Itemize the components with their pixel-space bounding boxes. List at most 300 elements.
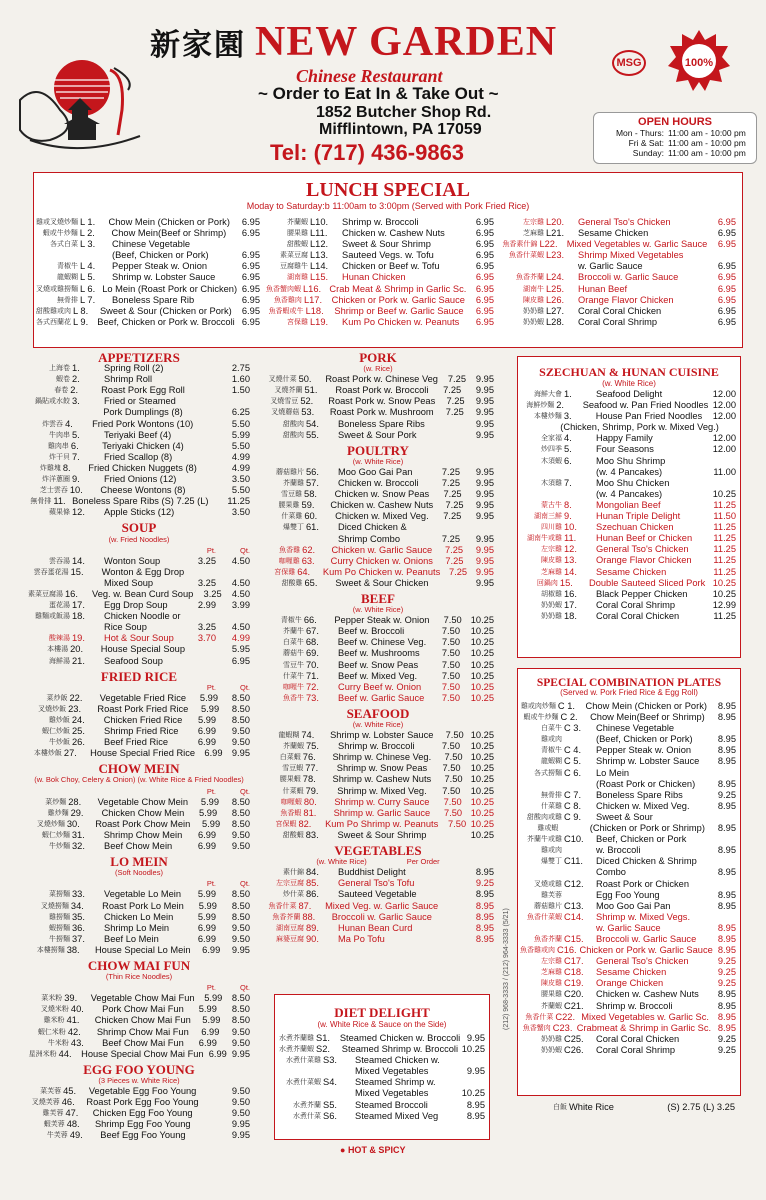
- item-name: (Beef, Chicken or Pork): [596, 734, 693, 745]
- item-number: C 8.: [564, 800, 582, 811]
- item-price: 6.95: [241, 305, 260, 316]
- item-number: 60.: [304, 511, 318, 522]
- item-price-pt: 7.50: [448, 818, 467, 829]
- item-cn: 麻婆豆腐: [276, 935, 304, 943]
- item-name: Szechuan Chicken: [596, 522, 674, 533]
- menu-item: [266, 306, 494, 317]
- item-name: Wonton & Egg Drop: [101, 566, 185, 577]
- item-name: Shrimp w. Lobster Sauce: [596, 756, 700, 767]
- item-number: S4.: [323, 1077, 337, 1088]
- menu-item: [262, 578, 494, 589]
- item-number: 27.: [63, 748, 77, 759]
- item-name: w. Broccoli: [596, 845, 641, 856]
- menu-item: [266, 217, 494, 228]
- item-number: L16.: [303, 283, 322, 294]
- item-number: 17.: [564, 599, 577, 610]
- item-name: Shrimp Mixed Vegetables: [578, 250, 684, 261]
- item-number: L11.: [310, 228, 328, 239]
- item-price-pt: 5.99: [197, 911, 216, 922]
- menu-section: [28, 856, 250, 956]
- item-number: [564, 734, 596, 745]
- item-cn: 湖南豆腐: [276, 924, 304, 932]
- item-number: L13.: [310, 250, 329, 261]
- pt-label: Pt.: [206, 983, 216, 993]
- item-number: 73.: [306, 692, 319, 703]
- menu-item: [262, 385, 494, 396]
- menu-item: [262, 878, 494, 889]
- item-number: [564, 845, 596, 856]
- item-price-pt: 6.99: [204, 748, 223, 759]
- item-price-pt: [193, 419, 221, 430]
- item-price-pt: [182, 611, 216, 622]
- item-name: Chow Mein (Chicken or Pork): [585, 701, 707, 711]
- item-price: 6.95: [241, 283, 260, 294]
- item-name: Chicken w. Cashew Nuts: [596, 989, 699, 1000]
- section-title: FRIED RICE: [100, 668, 178, 684]
- item-number: 86.: [306, 889, 319, 900]
- item-price-qt: 8.50: [231, 715, 250, 725]
- lunch-special-box: [33, 172, 743, 348]
- item-cn: 魚香芥蘭: [272, 913, 301, 921]
- item-price: 10.25: [461, 1088, 485, 1099]
- item-cn: 魚香雞或肉: [520, 947, 555, 955]
- menu-item: [28, 841, 250, 852]
- item-cn: 甜酸雞或肉: [36, 307, 71, 315]
- menu-item: [28, 1004, 250, 1015]
- item-number: 44.: [58, 1048, 72, 1059]
- pt-label: Pt.: [206, 786, 216, 796]
- item-number: C20.: [564, 989, 584, 1000]
- item-price: 6.95: [717, 316, 736, 327]
- item-name: Shrimp w. Snow Peas: [336, 763, 428, 774]
- item-number: 9.: [72, 474, 80, 485]
- item-price-qt: 6.95: [231, 655, 250, 666]
- item-name: Seafood Soup: [104, 655, 163, 666]
- item-name: Shrimp w. Mixed Vegs.: [596, 911, 691, 922]
- item-number: 67.: [306, 626, 319, 637]
- item-price: 6.95: [717, 261, 736, 272]
- section-title: SEAFOOD: [346, 705, 410, 721]
- item-cn: 龍蝦糊: [541, 758, 562, 766]
- item-price-qt: 9.95: [475, 511, 494, 522]
- item-cn: 叉燒芙蓉: [31, 1099, 60, 1107]
- item-number: [323, 1088, 355, 1099]
- item-price-pt: 5.99: [197, 889, 216, 900]
- item-price-qt: 9.95: [231, 748, 250, 759]
- item-price: [702, 879, 736, 890]
- menu-item: [520, 734, 736, 745]
- item-name: Chicken Chow Mein: [101, 807, 185, 818]
- menu-item: [266, 239, 494, 250]
- item-cn: 本樓炒麵: [533, 413, 562, 421]
- item-price-qt: 8.95: [475, 900, 495, 911]
- item-name: Hunan Chicken: [342, 272, 406, 283]
- item-name: (Chicken, Shrimp, Pork w. Mixed Veg.): [560, 422, 719, 433]
- menu-section: [28, 1061, 251, 1142]
- item-name: Steamed Shrimp w.: [355, 1077, 436, 1088]
- menu-item: [262, 682, 494, 693]
- item-price-pt: 7.25: [441, 478, 460, 489]
- item-cn: 叉燒雪豆: [270, 398, 299, 406]
- item-name: Lo Mein: [596, 767, 630, 778]
- item-number: 82.: [298, 818, 312, 829]
- item-price: 11.25: [713, 610, 736, 621]
- item-price-qt: 9.95: [231, 944, 250, 955]
- item-cn: [520, 422, 543, 433]
- diet-delight-title: DIET DELIGHT: [334, 1005, 430, 1020]
- menu-item: [28, 1086, 250, 1097]
- item-price-qt: 10.25: [470, 659, 494, 670]
- menu-item: [28, 1049, 250, 1060]
- item-cn: 素菜豆腐: [280, 252, 308, 260]
- item-name: Happy Family: [596, 433, 653, 444]
- item-cn: 水煮芥蘭雞: [279, 1035, 314, 1042]
- item-name: Vegetable Chow Mai Fun: [90, 993, 195, 1004]
- item-cn: 蝦仁炒麵: [41, 831, 70, 839]
- item-number: C 7.: [564, 789, 582, 800]
- item-price-qt: 5.50: [231, 440, 250, 451]
- item-price-pt: [185, 644, 217, 655]
- menu-item: [262, 901, 494, 912]
- menu-item: [262, 774, 494, 785]
- item-price: 6.95: [475, 239, 494, 250]
- lunch-column-1: [36, 217, 260, 328]
- menu-item: [28, 578, 250, 589]
- item-name: Vegetable Egg Foo Young: [88, 1086, 197, 1096]
- item-name: Spring Roll (2): [104, 363, 164, 374]
- menu-item: [520, 834, 736, 845]
- item-name: Beef Chow Mein: [104, 841, 173, 852]
- item-cn: 叉燒撈麵: [40, 902, 69, 910]
- item-number: 63.: [301, 555, 315, 566]
- item-price-pt: 7.50: [443, 807, 463, 818]
- item-name: Beef, Chicken or Pork w. Broccoli: [97, 316, 235, 327]
- item-number: 1.: [564, 389, 572, 399]
- item-name: Shrimp Roll: [104, 374, 153, 385]
- section-title: VEGETABLES: [334, 843, 422, 859]
- item-name: Beef w. Garlic Sauce: [338, 692, 425, 703]
- item-price-pt: 7.25: [445, 500, 464, 511]
- item-name: Pork Dumplings (8): [103, 407, 183, 418]
- item-price-pt: [182, 430, 216, 441]
- item-number: 20.: [70, 644, 84, 655]
- item-cn: 芝麻雞: [541, 568, 562, 576]
- item-cn: 菜撈麵: [49, 891, 70, 899]
- item-name: Sweet & Sour Shrimp: [342, 239, 431, 250]
- item-price-qt: 2.75: [231, 363, 250, 374]
- item-cn: 芝麻雞: [541, 969, 562, 977]
- item-price: 6.95: [717, 305, 736, 316]
- item-cn: 蘑菇雞片: [534, 902, 562, 910]
- item-cn: 蝦仁炒飯: [42, 728, 70, 736]
- hours-days: Mon - Thurs:: [615, 128, 664, 138]
- item-name: (w. 4 Pancakes): [596, 466, 663, 477]
- menu-item: [28, 1038, 250, 1049]
- item-number: 5.: [72, 429, 80, 440]
- item-price: 6.95: [717, 239, 736, 250]
- menu-item: [520, 456, 736, 467]
- item-name: Shrimp w. Garlic Sauce: [333, 807, 431, 818]
- item-cn: 芥蘭蝦: [283, 743, 304, 751]
- item-number: C16.: [557, 945, 577, 956]
- qt-label: Qt.: [239, 545, 250, 555]
- item-price-pt: 3.25: [197, 555, 216, 566]
- menu-item: [262, 660, 494, 671]
- item-cn: 全家福: [541, 435, 562, 443]
- item-price-qt: 4.99: [231, 633, 250, 644]
- item-number: L19.: [310, 316, 329, 327]
- item-name: Beef Fried Rice: [104, 737, 169, 748]
- item-name: Teriyaki Beef (4): [104, 429, 172, 440]
- menu-item: [28, 889, 250, 900]
- item-price: 11.25: [713, 533, 736, 544]
- menu-item: [520, 555, 736, 566]
- item-number: L27.: [546, 305, 565, 316]
- item-price: 8.95: [717, 945, 736, 956]
- item-name: Beef Lo Mein: [104, 933, 159, 944]
- item-price-pt: [185, 385, 218, 396]
- item-price-qt: 10.25: [470, 796, 494, 807]
- menu-item: [36, 272, 260, 283]
- item-number: 41.: [66, 1015, 80, 1026]
- item-price-pt: 7.50: [443, 615, 462, 626]
- item-name: Sweet & Sour Chicken: [335, 577, 429, 588]
- item-number: [80, 250, 112, 261]
- open-hours-panel: [593, 112, 757, 164]
- combo-list: [520, 701, 736, 1056]
- section-subtitle-row: [262, 856, 494, 867]
- menu-section: [262, 352, 494, 441]
- item-number: 33.: [72, 889, 85, 900]
- item-name: Shrimp w. Curry Sauce: [334, 796, 430, 807]
- item-price: 8.95: [717, 778, 736, 789]
- item-price-qt: 10.25: [470, 741, 494, 752]
- menu-item: [502, 272, 736, 283]
- szechuan-list: [520, 389, 736, 622]
- menu-item: [28, 737, 250, 748]
- item-price-qt: 9.50: [231, 829, 250, 840]
- item-number: 59.: [301, 500, 315, 511]
- item-cn: 雞炒飯: [48, 717, 70, 724]
- item-cn: 炸雞塊: [39, 464, 61, 472]
- item-name: Chicken Chow Mai Fun: [94, 1015, 191, 1026]
- item-number: 77.: [305, 763, 319, 774]
- item-price: [451, 1055, 485, 1066]
- item-number: L 2.: [79, 228, 95, 239]
- item-price-pt: [184, 441, 217, 452]
- szechuan-subtitle: (w. White Rice): [602, 379, 656, 388]
- item-number: C 1.: [557, 701, 575, 711]
- item-cn: 湖南牛: [523, 285, 544, 293]
- menu-item: [520, 879, 736, 890]
- menu-item: [262, 752, 494, 763]
- item-number: 61.: [306, 522, 319, 533]
- menu-item: [28, 945, 250, 956]
- item-price-qt: 9.50: [231, 726, 250, 737]
- item-price: 8.95: [717, 1011, 736, 1022]
- item-cn: 牛炒飯: [49, 739, 70, 747]
- item-number: 62.: [302, 544, 316, 555]
- item-cn: 木須雞: [541, 479, 562, 487]
- item-name: Ma Po Tofu: [338, 933, 385, 944]
- item-number: 17.: [72, 600, 85, 611]
- item-price-qt: 9.50: [231, 1097, 250, 1108]
- item-cn: 白菜牛: [541, 725, 562, 733]
- menu-item: [520, 856, 736, 867]
- item-number: 5.: [564, 444, 572, 455]
- item-cn: 無骨排: [30, 498, 52, 506]
- item-price-pt: [426, 878, 460, 889]
- item-number: 68.: [305, 637, 319, 648]
- item-price: 11.25: [713, 522, 736, 533]
- item-cn: 魚香什菜蝦: [509, 252, 544, 260]
- item-number: 58.: [304, 489, 317, 500]
- item-name: Moo Goo Gai Pan: [338, 466, 413, 477]
- item-cn: 炸干貝: [49, 453, 70, 461]
- item-price-qt: 10.25: [470, 807, 494, 818]
- item-price-qt: 8.50: [231, 818, 251, 829]
- pt-label: Pt.: [206, 682, 216, 692]
- item-cn: [28, 407, 72, 418]
- item-price-pt: 5.99: [202, 1015, 221, 1026]
- item-price: 10.25: [461, 1044, 485, 1055]
- item-number: S1.: [316, 1033, 330, 1043]
- open-hours-title: OPEN HOURS: [638, 116, 712, 128]
- item-price: 6.95: [475, 294, 495, 305]
- szechuan-title: SZECHUAN & HUNAN CUISINE: [539, 365, 719, 379]
- item-price-pt: 7.50: [443, 796, 462, 807]
- item-price-qt: 9.95: [475, 533, 494, 544]
- item-name: Chicken or Pork w. Garlic Sauce: [579, 945, 713, 956]
- item-number: 72.: [306, 681, 319, 692]
- item-name: Roast Pork w. Chinese Veg: [325, 374, 438, 385]
- menu-item: [502, 306, 736, 317]
- item-number: 56.: [306, 466, 319, 477]
- section-title: CHOW MEIN: [98, 761, 180, 777]
- item-cn: 魚香牛: [283, 694, 304, 702]
- item-name: Coral Coral Shrimp: [596, 1044, 676, 1055]
- item-cn: 魚香什菜: [268, 902, 297, 910]
- item-name: Diced Chicken &: [338, 522, 407, 533]
- section-title: BEEF: [361, 590, 395, 606]
- item-cn: 雞或蝦: [537, 825, 559, 833]
- item-cn: 白飯: [553, 1104, 567, 1111]
- item-number: 90.: [306, 933, 319, 944]
- section-title: SOUP: [121, 520, 157, 536]
- item-number: 69.: [306, 648, 319, 659]
- item-name: Hunan Beef: [578, 283, 628, 294]
- item-cn: 叉燒或雞: [534, 880, 562, 888]
- menu-item: [520, 812, 736, 823]
- pt-label: Pt.: [206, 879, 216, 889]
- item-price-pt: 7.25: [446, 396, 465, 407]
- item-name: Steamed Broccoli: [355, 1099, 428, 1110]
- menu-item: [262, 730, 494, 741]
- item-cn: 奶奶雞: [541, 1035, 562, 1043]
- item-cn: 水煮芥蘭: [293, 1101, 321, 1109]
- item-price: 8.95: [717, 989, 736, 1000]
- item-name: Chinese Vegetable: [112, 239, 191, 250]
- item-cn: 叉燒什菜: [268, 376, 297, 384]
- menu-item: [520, 400, 736, 411]
- item-name: Beef Chow Mai Fun: [102, 1037, 184, 1048]
- section-subtitle: (w. Bok Choy, Celery & Onion) (w. White Rice & Fried Noodles): [34, 775, 244, 785]
- menu-item: [520, 611, 736, 622]
- item-price: 6.95: [717, 228, 736, 239]
- item-cn: [262, 534, 306, 545]
- menu-item: [266, 284, 494, 295]
- menu-item: [520, 801, 736, 812]
- item-price-pt: [193, 1108, 222, 1119]
- item-price: 8.95: [717, 922, 736, 933]
- section-subtitle-row: [262, 604, 494, 615]
- item-number: 29.: [70, 807, 84, 818]
- item-number: 39.: [64, 993, 78, 1004]
- item-cn: 奶奶蝦: [541, 1046, 562, 1054]
- menu-item: [28, 748, 250, 759]
- item-price: 9.25: [717, 956, 736, 967]
- item-number: L18.: [305, 305, 324, 316]
- menu-item: [262, 489, 494, 500]
- item-price: 11.25: [713, 566, 736, 577]
- item-price: 6.95: [717, 283, 736, 294]
- item-price-pt: 7.25: [441, 533, 460, 544]
- menu-item: [28, 441, 250, 452]
- menu-item: [36, 217, 260, 228]
- item-price-qt: 9.95: [475, 429, 494, 440]
- item-price-qt: 8.50: [231, 796, 250, 807]
- menu-item: [262, 467, 494, 478]
- item-number: [323, 1066, 355, 1077]
- brand-title: NEW GARDEN: [255, 19, 558, 65]
- item-cn: 腰果雞: [278, 502, 300, 510]
- item-name: Rice Soup: [104, 622, 147, 633]
- item-name: Boneless Spare Ribs: [338, 418, 425, 429]
- item-number: 32.: [72, 841, 85, 852]
- item-name: Shrimp w. Broccoli: [596, 1000, 673, 1011]
- item-cn: 宮保雞: [274, 568, 296, 576]
- item-name: Steamed Chicken w. Broccoli: [339, 1033, 461, 1043]
- qt-label: Qt.: [239, 879, 250, 889]
- section-subtitle: (w. White Rice): [352, 456, 404, 466]
- item-name: Beef Egg Foo Young: [100, 1130, 186, 1141]
- item-price: 6.95: [717, 217, 736, 227]
- item-cn: 青椒牛: [57, 263, 78, 271]
- item-number: 24.: [71, 715, 85, 725]
- menu-item: [520, 978, 736, 989]
- item-price: 8.95: [466, 1110, 485, 1121]
- section-subtitle: (w. Rice): [363, 364, 393, 374]
- item-number: C 3.: [564, 723, 582, 734]
- item-number: L 8.: [73, 305, 89, 316]
- item-name: Fried Scallop (8): [104, 451, 173, 462]
- item-number: 47.: [65, 1108, 79, 1119]
- item-price-pt: [196, 1086, 223, 1097]
- menu-section: [28, 522, 250, 666]
- item-cn: 雞或叉燒炒麵: [36, 219, 78, 226]
- item-price-qt: 9.95: [475, 407, 494, 418]
- menu-item: [520, 1012, 736, 1023]
- item-number: 25.: [72, 726, 85, 737]
- item-name: House Special Soup: [100, 644, 186, 655]
- item-price: [702, 250, 736, 261]
- item-name: Coral Coral Chicken: [578, 305, 662, 316]
- item-number: C10.: [564, 834, 584, 845]
- menu-item: [28, 1015, 250, 1026]
- item-name: Pork Chow Mai Fun: [102, 1004, 184, 1015]
- item-name: Broccoli w. Garlic Sauce: [331, 911, 432, 922]
- item-price-qt: 8.50: [231, 1015, 251, 1026]
